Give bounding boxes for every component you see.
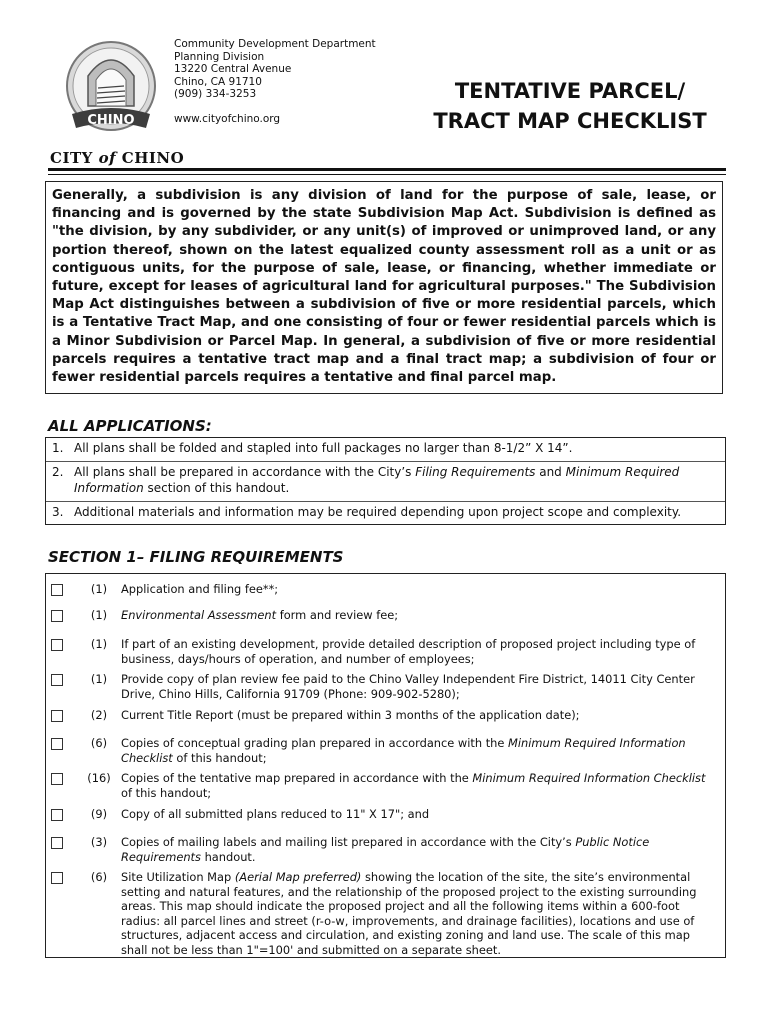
header-rule-thick <box>48 168 726 171</box>
list-item: 1. All plans shall be folded and stapled into full packages no larger than 8-1/2” X 14”. <box>46 438 725 462</box>
checklist-item: (1) Provide copy of plan review fee paid to the Chino Valley Independent Fire District, 14011 City Center Drive, Chino Hills, California 91709 (Phone: 909-902-5280); <box>46 672 725 701</box>
page-title: TENTATIVE PARCEL/ TRACT MAP CHECKLIST <box>433 79 707 133</box>
list-item: 2. All plans shall be prepared in accordance with the City’s Filing Requirements and Minimum Required Information section of this handout. <box>46 462 725 502</box>
checkbox[interactable] <box>51 809 63 821</box>
checkbox[interactable] <box>51 710 63 722</box>
checkbox[interactable] <box>51 738 63 750</box>
checkbox[interactable] <box>51 584 63 596</box>
checklist-item: (16) Copies of the tentative map prepared in accordance with the Minimum Required Information Checklist of this handout; <box>46 771 725 800</box>
address-line: Planning Division <box>174 50 265 63</box>
checkbox[interactable] <box>51 674 63 686</box>
address-line: Chino, CA 91710 <box>174 75 262 88</box>
section1-heading: SECTION 1– FILING REQUIREMENTS <box>48 548 344 566</box>
department-address <box>174 38 376 126</box>
checklist-item: (6) Site Utilization Map (Aerial Map preferred) showing the location of the site, the site’s environmental setting and natural features, and the relationship of the proposed project to the existing surrounding areas. This map should indicate the proposed project and all the following items within a 600-foot radius: all parcel lines and street (r-o-w, improvements, and drainage facilities), locations and use of structures, adjacent access and circulation, and existing zoning and land use. The scale of this map shall not be less than 1"=100' and submitted on a separate sheet. <box>46 870 725 958</box>
checklist-item: (3) Copies of mailing labels and mailing list prepared in accordance with the City’s Public Notice Requirements handout. <box>46 835 725 864</box>
checkbox[interactable] <box>51 837 63 849</box>
header-rule-thin <box>48 174 726 175</box>
checkbox[interactable] <box>51 639 63 651</box>
checklist-item: (1) Application and filing fee**; <box>46 582 725 597</box>
checklist-item: (1) Environmental Assessment form and review fee; <box>46 608 725 623</box>
city-name-wordmark: CITY of CHINO <box>50 149 185 167</box>
address-line: Community Development Department <box>174 38 376 50</box>
city-seal-logo <box>58 36 164 142</box>
intro-paragraph: Generally, a subdivision is any division of land for the purpose of sale, lease, or financing and is governed by the state Subdivision Map Act. Subdivision is defined as "the division, by any subdivider, or any unit(s) of improved or unimproved land, or any portion thereof, shown on the latest equalized county assessment roll as a unit or as contiguous units, for the purpose of sale, lease, or financing, whether immediate or future, except for leases of agricultural land for agricultural purposes." The Subdivision Map Act distinguishes between a subdivision of five or more residential parcels, which is a Tentative Tract Map, and one consisting of four or fewer residential parcels which is a Minor Subdivision or Parcel Map. In general, a subdivision of five or more residential parcels requires a tentative tract map and a final tract map; a subdivision of four or fewer residential parcels requires a tentative and final parcel map. <box>45 181 723 394</box>
checklist-item: (9) Copy of all submitted plans reduced to 11" X 17"; and <box>46 807 725 822</box>
all-applications-heading: ALL APPLICATIONS: <box>48 417 212 435</box>
checklist-item: (1) If part of an existing development, provide detailed description of proposed project including type of business, days/hours of operation, and number of employees; <box>46 637 725 666</box>
all-applications-list <box>45 437 726 525</box>
checkbox[interactable] <box>51 610 63 622</box>
website-link[interactable]: www.cityofchino.org <box>174 112 281 125</box>
svg-text:CHINO: CHINO <box>87 113 135 128</box>
checklist-item: (6) Copies of conceptual grading plan prepared in accordance with the Minimum Required Information Checklist of this handout; <box>46 736 725 765</box>
address-line: 13220 Central Avenue <box>174 63 292 76</box>
filing-requirements-list <box>45 573 726 958</box>
list-item: 3. Additional materials and information may be required depending upon project scope and complexity. <box>52 504 682 519</box>
checkbox[interactable] <box>51 872 63 884</box>
checkbox[interactable] <box>51 773 63 785</box>
address-line: (909) 334-3253 <box>174 88 257 101</box>
checklist-item: (2) Current Title Report (must be prepared within 3 months of the application date); <box>46 708 725 723</box>
